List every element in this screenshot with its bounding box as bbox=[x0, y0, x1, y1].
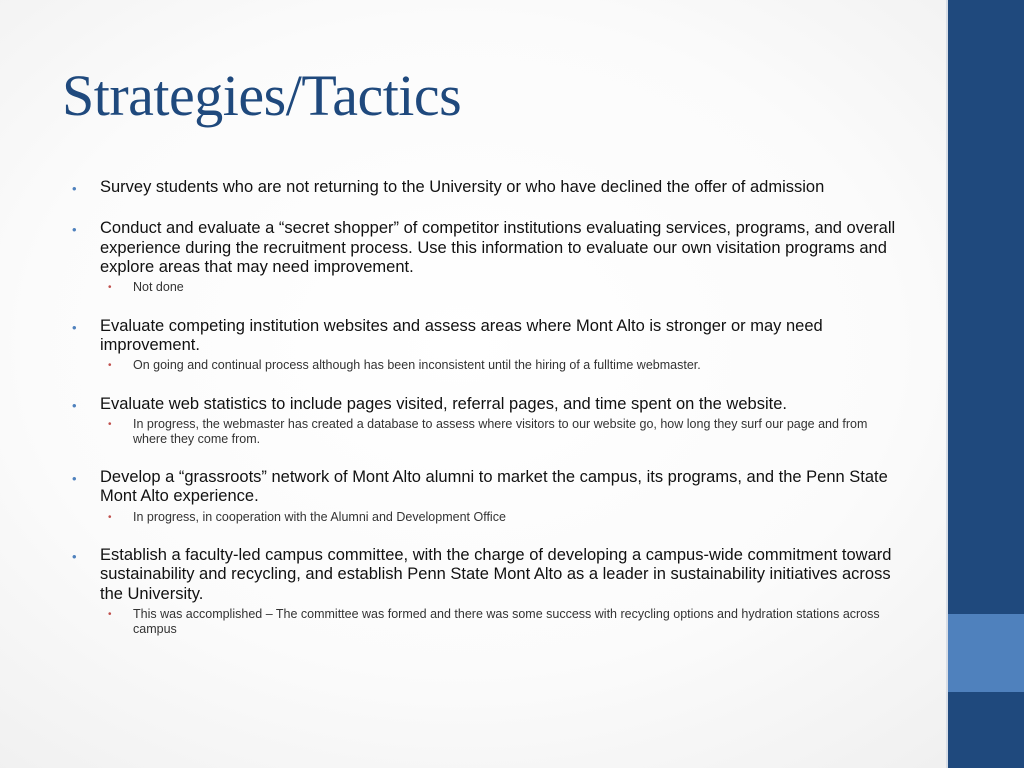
bullet-icon: • bbox=[72, 319, 77, 335]
sub-item bbox=[100, 510, 902, 525]
sub-bullet-icon: • bbox=[108, 511, 112, 523]
side-band-accent bbox=[948, 614, 1024, 692]
list-item bbox=[72, 219, 902, 294]
bullet-icon: • bbox=[72, 397, 77, 413]
sub-item bbox=[100, 417, 902, 446]
sub-item bbox=[100, 607, 902, 636]
sub-item-text: In progress, the webmaster has created a database to assess where visitors to our website go, how long they surf our page and from where they come from. bbox=[133, 417, 868, 446]
sub-bullet-icon: • bbox=[108, 360, 112, 372]
item-text: Evaluate competing institution websites and assess areas where Mont Alto is stronger or may need improvement. bbox=[100, 316, 823, 354]
sub-item-text: Not done bbox=[133, 280, 184, 295]
sub-item bbox=[100, 280, 902, 295]
sub-bullet-icon: • bbox=[108, 609, 112, 621]
list-item bbox=[72, 546, 902, 636]
item-text: Conduct and evaluate a “secret shopper” of competitor institutions evaluating services, programs, and overall experience during the recruitment process. Use this information to evaluate our own visitation programs and explore areas that may need improvement. bbox=[100, 219, 896, 276]
bullet-icon: • bbox=[72, 222, 77, 238]
bullet-list bbox=[72, 178, 902, 658]
list-item bbox=[72, 178, 902, 197]
sub-item-text: This was accomplished – The committee was formed and there was some success with recycling options and hydration stations across campus bbox=[133, 607, 880, 636]
bullet-icon: • bbox=[72, 471, 77, 487]
bullet-icon: • bbox=[72, 549, 77, 565]
bullet-icon: • bbox=[72, 181, 77, 196]
sub-item-text: On going and continual process although has been inconsistent until the hiring of a fulltime webmaster. bbox=[133, 358, 701, 373]
sub-item-text: In progress, in cooperation with the Alumni and Development Office bbox=[133, 509, 506, 524]
list-item bbox=[72, 468, 902, 524]
item-text: Evaluate web statistics to include pages visited, referral pages, and time spent on the website. bbox=[100, 394, 787, 413]
item-text: Develop a “grassroots” network of Mont Alto alumni to market the campus, its programs, and the Penn State Mont Alto experience. bbox=[100, 468, 888, 506]
slide-title: Strategies/Tactics bbox=[62, 63, 462, 128]
sub-item bbox=[100, 358, 902, 373]
list-item bbox=[72, 395, 902, 446]
item-text: Establish a faculty-led campus committee, with the charge of developing a campus-wide commitment toward sustainability and recycling, and establish Penn State Mont Alto as a leader in sustainability initiatives across the University. bbox=[100, 546, 892, 603]
item-text: Survey students who are not returning to the University or who have declined the offer of admission bbox=[100, 178, 825, 196]
sub-bullet-icon: • bbox=[108, 282, 112, 294]
list-item bbox=[72, 317, 902, 373]
sub-bullet-icon: • bbox=[108, 419, 112, 431]
